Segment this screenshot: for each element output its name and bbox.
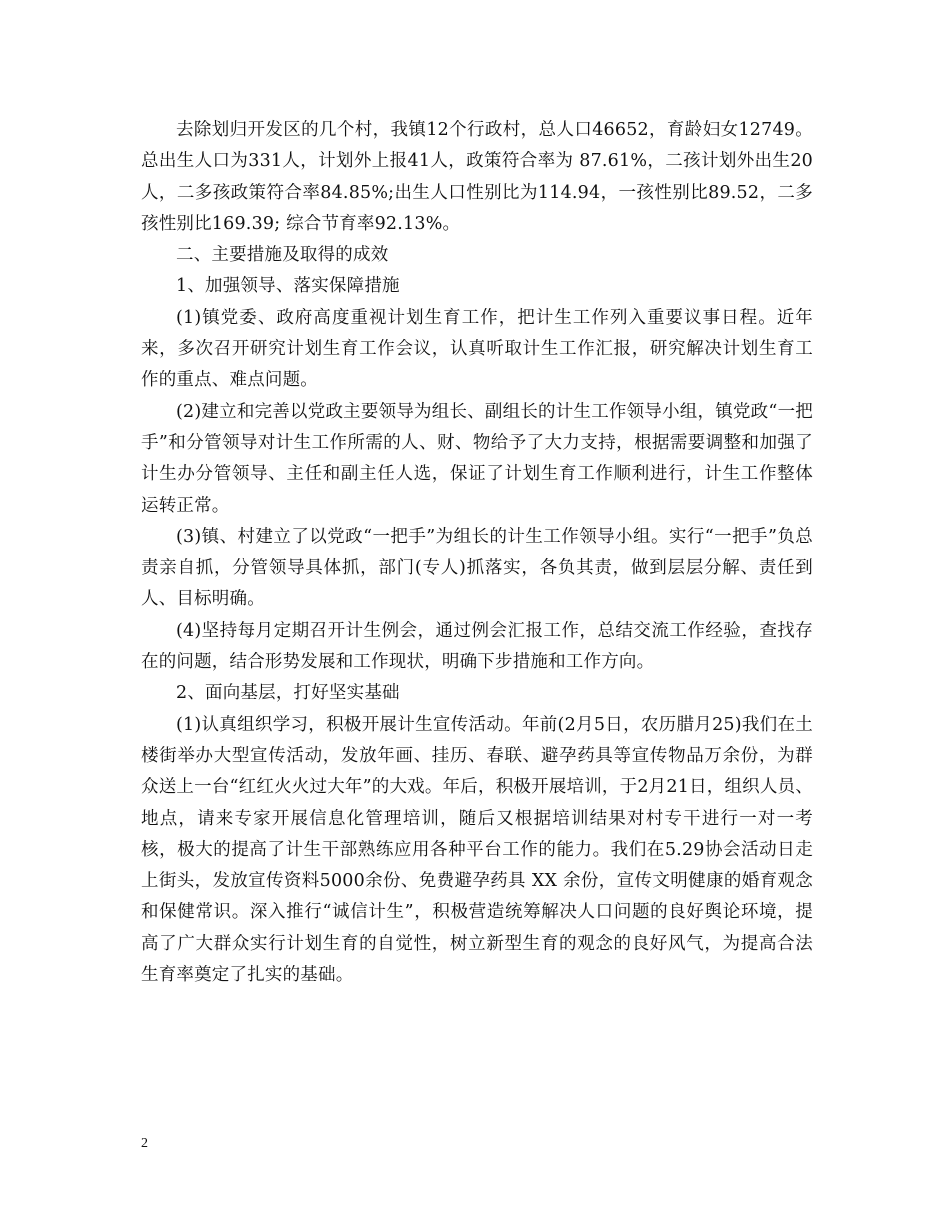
subsection-heading-leadership: 1、加强领导、落实保障措施 [176,276,400,297]
paragraph-item-4: (4)坚持每月定期召开计生例会，通过例会汇报工作，总结交流工作经验，查找存在的问题，结合形势发展和工作现状，明确下步措施和工作方向。 [141,620,813,673]
paragraph-item-3: (3)镇、村建立了以党政“一把手”为组长的计生工作领导小组。实行“一把手”负总责亲自抓，分管领导具体抓，部门(专人)抓落实，各负其责，做到层层分解、责任到人、目标明确。 [141,526,813,610]
paragraph-item-2: (2)建立和完善以党政主要领导为组长、副组长的计生工作领导小组，镇党政“一把手”和分管领导对计生工作所需的人、财、物给予了大力支持，根据需要调整和加强了计生办分管领导、主任和副主任人选，保证了计划生育工作顺利进行，计生工作整体运转正常。 [141,401,813,516]
page-number: 2 [141,1136,148,1151]
subsection-heading-grassroots: 2、面向基层，打好坚实基础 [176,683,400,704]
section-heading-measures: 二、主要措施及取得的成效 [176,245,389,266]
paragraph-grassroots-item-1: (1)认真组织学习，积极开展计生宣传活动。年前(2月5日，农历腊月25)我们在土楼街举办大型宣传活动，发放年画、挂历、春联、避孕药具等宣传物品万余份，为群众送上一台“红红火火过大年”的大戏。年后，积极开展培训，于2月21日，组织人员、地点，请来专家开展信息化管理培训，随后又根据培训结果对村专干进行一对一考核，极大的提高了计生干部熟练应用各种平台工作的能力。我们在5.29协会活动日走上街头，发放宣传资料5000余份、免费避孕药具 XX 余份，宣传文明健康的婚育观念和保健常识。深入推行“诚信计生”，积极营造统筹解决人口问题的良好舆论环境，提高了广大群众实行计划生育的自觉性，树立新型生育的观念的良好风气，为提高合法生育率奠定了扎实的基础。 [141,714,813,986]
document-page [141,115,813,991]
paragraph-item-1: (1)镇党委、政府高度重视计划生育工作，把计生工作列入重要议事日程。近年来，多次召开研究计划生育工作会议，认真听取计生工作汇报，研究解决计划生育工作的重点、难点问题。 [141,307,813,391]
paragraph-population-stats: 去除划归开发区的几个村，我镇12个行政村，总人口46652，育龄妇女12749。总出生人口为331人，计划外上报41人，政策符合率为 87.61%，二孩计划外出生20人，二多孩政策符合率84.85%;出生人口性别比为114.94，一孩性别比89.52，二多孩性别比169.39; 综合节育率92.13%。 [141,120,813,234]
